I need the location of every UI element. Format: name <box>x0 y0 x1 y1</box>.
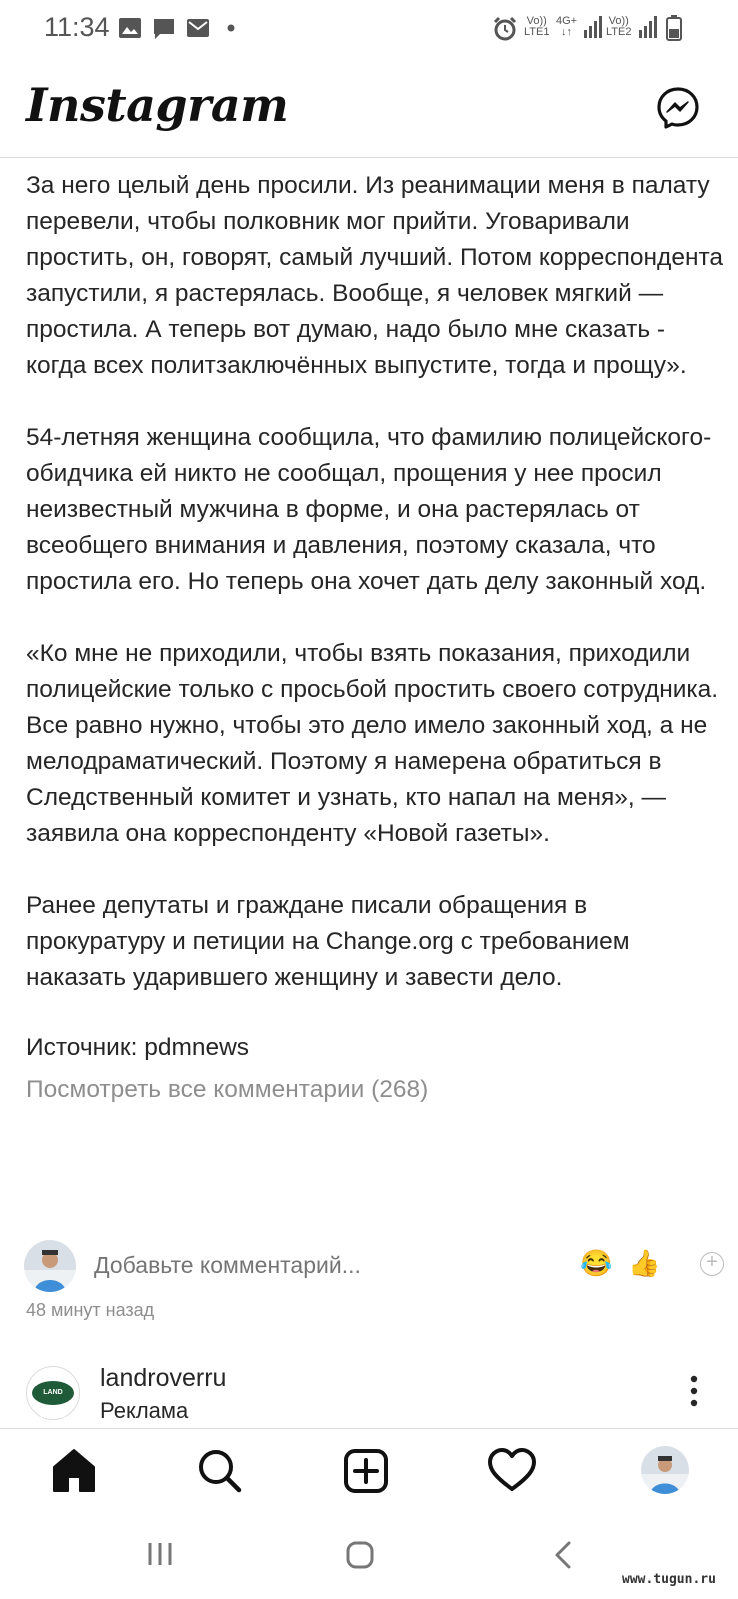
status-time: 11:34 <box>44 12 110 42</box>
caption-paragraph: 54-летняя женщина сообщила, что фамилию полицейского-обидчика ей никто не сообщал, прощения у нее просил неизвестный мужчина в форме, и она растерялась от всеобщего внимания и давления, поэтому сказала, что простила его. Но теперь она хочет дать делу законный ход. <box>26 424 712 595</box>
sim2-indicator: Vo)) LTE2 <box>606 15 632 38</box>
heart-icon <box>486 1445 538 1497</box>
land-rover-avatar[interactable] <box>26 1366 80 1420</box>
caption-paragraph: За него целый день просили. Из реанимации меня в палату перевели, чтобы полковник мог прийти. Уговаривали простить, он, говорят, самый лучший. Потом корреспондента запустили, я растерялась. Вообще, я человек мягкий — простила. А теперь вот думаю, надо было мне сказать - когда всех политзаключённых выпустите, тогда и прощу». <box>26 172 724 379</box>
signal-icon-2 <box>638 16 658 38</box>
caption-paragraph: Ранее депутаты и граждане писали обращения в прокуратуру и петиции на Change.org с требованием наказать ударившего женщину и завести дело. <box>26 892 630 991</box>
next-post-header <box>0 1360 738 1428</box>
sim1-indicator: Vo)) LTE1 <box>524 15 550 38</box>
status-bar <box>0 0 738 60</box>
comment-input[interactable] <box>94 1252 564 1279</box>
app-header <box>0 60 738 158</box>
profile-avatar <box>641 1446 689 1494</box>
instagram-logo[interactable]: Instagram <box>26 78 289 132</box>
nav-search-button[interactable] <box>194 1445 246 1497</box>
messenger-icon <box>656 86 700 130</box>
nav-new-post-button[interactable] <box>340 1445 392 1497</box>
add-emoji-icon[interactable]: + <box>700 1252 724 1276</box>
caption-paragraph: «Ко мне не приходили, чтобы взять показания, приходили полицейские только с просьбой простить своего сотрудника. Все равно нужно, чтобы это дело имело законный ход, а не мелодраматический. Поэтому я намерена обратиться в Следственный комитет и узнать, кто напал на меня», — заявила она корреспонденту «Новой газеты». <box>26 640 719 847</box>
add-post-icon <box>340 1445 392 1497</box>
add-comment-row <box>24 1240 718 1294</box>
search-icon <box>194 1445 246 1497</box>
nav-profile-button[interactable] <box>641 1446 689 1494</box>
battery-icon <box>666 15 682 41</box>
email-icon <box>186 17 210 39</box>
land-rover-logo: LAND ROVER <box>32 1381 74 1405</box>
home-icon <box>48 1445 100 1497</box>
direct-messages-button[interactable] <box>656 86 700 130</box>
laughing-emoji-button[interactable]: 😂 <box>580 1248 613 1278</box>
sponsored-label: Реклама <box>100 1398 189 1423</box>
signal-icon <box>583 16 603 38</box>
alarm-icon <box>492 16 518 42</box>
recent-apps-icon[interactable] <box>146 1540 174 1568</box>
network-indicator: 4G+ ↓↑ <box>556 15 578 38</box>
more-options-button[interactable] <box>686 1374 702 1408</box>
notification-dot-icon <box>227 24 235 32</box>
post-username[interactable]: landroverru <box>100 1364 227 1392</box>
watermark: www.tugun.ru <box>622 1572 716 1587</box>
nav-home-button[interactable] <box>48 1445 100 1497</box>
caption-source: Источник: pdmnews <box>26 1034 250 1061</box>
gallery-icon <box>118 17 142 39</box>
post-timestamp: 48 минут назад <box>26 1300 155 1320</box>
chat-icon <box>152 17 176 41</box>
user-avatar[interactable] <box>24 1240 76 1292</box>
home-system-icon[interactable] <box>345 1540 375 1570</box>
more-vertical-icon <box>686 1374 702 1408</box>
thumbs-up-emoji-button[interactable]: 👍 <box>628 1248 661 1278</box>
back-icon[interactable] <box>552 1540 574 1570</box>
nav-activity-button[interactable] <box>486 1445 538 1497</box>
bottom-navigation <box>0 1428 738 1516</box>
post-caption <box>26 168 726 1108</box>
view-all-comments-link[interactable]: Посмотреть все комментарии (268) <box>26 1076 429 1103</box>
